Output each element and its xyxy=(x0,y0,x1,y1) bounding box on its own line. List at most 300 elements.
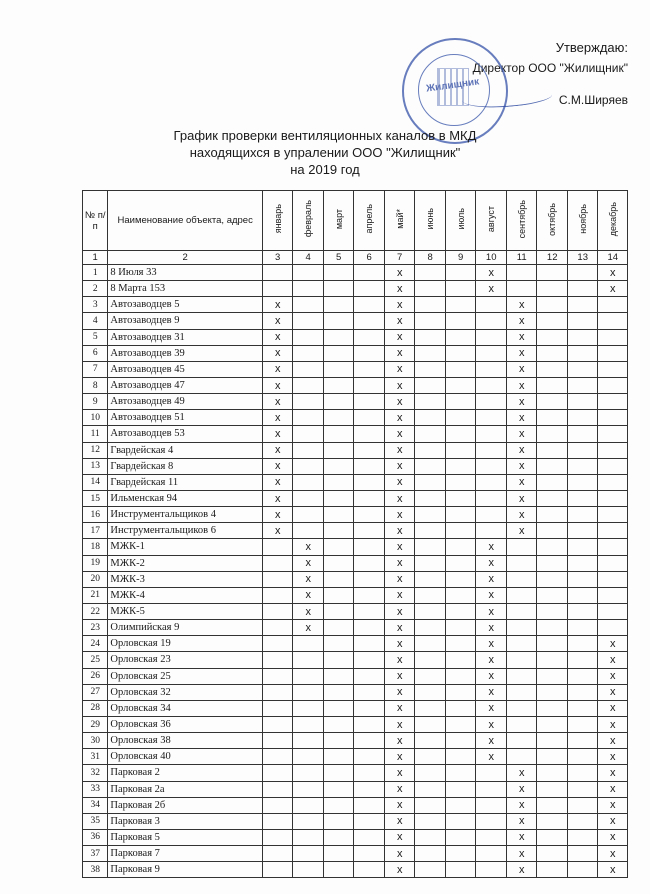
month-cell xyxy=(354,749,385,765)
month-cell xyxy=(323,555,354,571)
month-cell xyxy=(293,829,324,845)
table-row xyxy=(83,410,628,426)
month-cell xyxy=(537,733,568,749)
object-address: Автозаводцев 51 xyxy=(108,410,263,426)
table-row xyxy=(83,846,628,862)
month-cell xyxy=(262,652,293,668)
object-address: Автозаводцев 5 xyxy=(108,297,263,313)
month-cell xyxy=(506,733,537,749)
month-cell xyxy=(293,507,324,523)
month-cell xyxy=(354,668,385,684)
month-cell: х xyxy=(384,329,415,345)
month-cell xyxy=(567,426,598,442)
table-row xyxy=(83,345,628,361)
table-row xyxy=(83,313,628,329)
month-cell xyxy=(323,668,354,684)
row-number: 19 xyxy=(83,555,108,571)
month-cell xyxy=(445,426,476,442)
month-cell xyxy=(476,329,507,345)
row-number: 8 xyxy=(83,377,108,393)
header-cell xyxy=(567,191,598,251)
month-cell xyxy=(445,458,476,474)
month-cell xyxy=(354,474,385,490)
month-cell xyxy=(445,474,476,490)
month-cell xyxy=(262,684,293,700)
month-cell xyxy=(354,813,385,829)
month-cell xyxy=(415,426,446,442)
month-cell xyxy=(476,862,507,878)
month-cell xyxy=(415,507,446,523)
month-cell xyxy=(354,329,385,345)
month-cell xyxy=(476,377,507,393)
table-row xyxy=(83,394,628,410)
month-cell xyxy=(445,442,476,458)
month-cell xyxy=(262,555,293,571)
month-cell xyxy=(567,377,598,393)
month-cell: х xyxy=(384,410,415,426)
month-cell xyxy=(537,797,568,813)
month-cell xyxy=(506,603,537,619)
month-cell xyxy=(323,442,354,458)
month-cell xyxy=(354,829,385,845)
month-cell xyxy=(567,733,598,749)
month-cell: х xyxy=(506,862,537,878)
month-cell xyxy=(476,426,507,442)
month-cell: х xyxy=(506,394,537,410)
month-cell xyxy=(293,313,324,329)
month-cell: х xyxy=(384,846,415,862)
month-cell xyxy=(445,813,476,829)
month-cell xyxy=(354,361,385,377)
month-cell xyxy=(598,442,628,458)
month-cell xyxy=(567,603,598,619)
month-cell xyxy=(415,474,446,490)
month-cell xyxy=(598,377,628,393)
month-cell xyxy=(598,523,628,539)
month-cell xyxy=(537,862,568,878)
month-cell xyxy=(354,587,385,603)
month-cell xyxy=(415,700,446,716)
month-cell xyxy=(445,539,476,555)
object-address: Парковая 3 xyxy=(108,813,263,829)
month-cell xyxy=(415,377,446,393)
month-cell xyxy=(445,733,476,749)
row-number: 21 xyxy=(83,587,108,603)
month-cell xyxy=(293,765,324,781)
table-body xyxy=(83,251,628,878)
month-cell xyxy=(415,716,446,732)
table-row xyxy=(83,587,628,603)
month-cell xyxy=(354,862,385,878)
month-cell xyxy=(293,652,324,668)
month-cell xyxy=(415,313,446,329)
month-cell xyxy=(598,571,628,587)
approval-position: Директор ООО "Жилищник" xyxy=(472,61,628,75)
month-cell: х xyxy=(506,781,537,797)
month-cell xyxy=(293,684,324,700)
month-cell: х xyxy=(506,426,537,442)
month-cell: х xyxy=(476,620,507,636)
month-cell xyxy=(598,297,628,313)
object-address: 8 Июля 33 xyxy=(108,265,263,281)
month-cell: х xyxy=(262,394,293,410)
month-cell xyxy=(323,571,354,587)
object-address: Парковая 9 xyxy=(108,862,263,878)
month-cell: х xyxy=(506,523,537,539)
month-cell xyxy=(323,813,354,829)
month-cell xyxy=(567,684,598,700)
month-cell xyxy=(476,797,507,813)
object-address: Парковая 7 xyxy=(108,846,263,862)
month-cell xyxy=(598,474,628,490)
month-cell xyxy=(445,555,476,571)
month-cell: х xyxy=(293,539,324,555)
month-cell: х xyxy=(262,474,293,490)
month-cell xyxy=(567,797,598,813)
month-cell xyxy=(506,555,537,571)
row-number: 13 xyxy=(83,458,108,474)
month-cell xyxy=(415,587,446,603)
header-cell xyxy=(293,191,324,251)
month-cell: х xyxy=(506,490,537,506)
month-cell xyxy=(415,652,446,668)
month-cell xyxy=(537,555,568,571)
table-row xyxy=(83,636,628,652)
month-cell xyxy=(445,636,476,652)
month-cell xyxy=(445,523,476,539)
header-label: № п/п xyxy=(84,209,106,232)
month-cell xyxy=(476,345,507,361)
month-cell xyxy=(323,781,354,797)
month-cell xyxy=(415,361,446,377)
row-number: 29 xyxy=(83,716,108,732)
object-address: Орловская 34 xyxy=(108,700,263,716)
month-cell xyxy=(293,797,324,813)
month-cell xyxy=(567,765,598,781)
object-address: Орловская 40 xyxy=(108,749,263,765)
month-cell xyxy=(476,829,507,845)
month-cell xyxy=(445,265,476,281)
column-number: 8 xyxy=(415,251,446,265)
month-cell xyxy=(567,700,598,716)
month-cell: х xyxy=(384,829,415,845)
month-cell xyxy=(537,329,568,345)
month-cell: х xyxy=(598,829,628,845)
month-cell xyxy=(445,603,476,619)
row-number: 5 xyxy=(83,329,108,345)
month-cell xyxy=(537,539,568,555)
month-cell xyxy=(354,652,385,668)
month-cell xyxy=(293,862,324,878)
month-cell xyxy=(323,716,354,732)
month-cell xyxy=(445,345,476,361)
row-number: 7 xyxy=(83,361,108,377)
table-row xyxy=(83,571,628,587)
month-cell xyxy=(537,781,568,797)
month-cell: х xyxy=(384,716,415,732)
month-cell xyxy=(323,377,354,393)
month-cell xyxy=(354,539,385,555)
month-cell xyxy=(567,523,598,539)
month-cell xyxy=(323,829,354,845)
month-cell xyxy=(354,458,385,474)
month-cell xyxy=(598,458,628,474)
month-cell xyxy=(598,313,628,329)
object-address: Парковая 2б xyxy=(108,797,263,813)
column-number: 6 xyxy=(354,251,385,265)
month-cell: х xyxy=(506,345,537,361)
month-cell xyxy=(445,700,476,716)
month-cell xyxy=(354,781,385,797)
month-cell xyxy=(567,652,598,668)
header-label: май* xyxy=(394,209,405,229)
month-cell: х xyxy=(476,668,507,684)
object-address: Автозаводцев 9 xyxy=(108,313,263,329)
month-cell xyxy=(262,603,293,619)
table-row xyxy=(83,716,628,732)
month-cell: х xyxy=(293,571,324,587)
month-cell: х xyxy=(384,313,415,329)
month-cell: х xyxy=(384,571,415,587)
month-cell xyxy=(262,765,293,781)
table-row xyxy=(83,507,628,523)
object-address: Автозаводцев 53 xyxy=(108,426,263,442)
month-cell xyxy=(537,265,568,281)
header-cell xyxy=(108,191,263,251)
month-cell: х xyxy=(598,749,628,765)
month-cell xyxy=(323,523,354,539)
month-cell xyxy=(354,313,385,329)
month-cell xyxy=(415,442,446,458)
object-address: Орловская 32 xyxy=(108,684,263,700)
table-row xyxy=(83,361,628,377)
month-cell xyxy=(537,765,568,781)
month-cell xyxy=(354,523,385,539)
month-cell xyxy=(323,313,354,329)
month-cell xyxy=(567,846,598,862)
month-cell xyxy=(293,361,324,377)
header-cell xyxy=(384,191,415,251)
month-cell xyxy=(323,281,354,297)
month-cell: х xyxy=(598,781,628,797)
month-cell xyxy=(445,490,476,506)
document-title xyxy=(0,127,650,178)
month-cell: х xyxy=(384,377,415,393)
title-line-1: График проверки вентиляционных каналов в МКД xyxy=(173,128,477,143)
month-cell xyxy=(567,265,598,281)
month-cell xyxy=(537,442,568,458)
month-cell xyxy=(415,620,446,636)
month-cell xyxy=(354,297,385,313)
month-cell xyxy=(262,733,293,749)
month-cell: х xyxy=(598,668,628,684)
row-number: 4 xyxy=(83,313,108,329)
month-cell xyxy=(354,620,385,636)
object-address: Автозаводцев 45 xyxy=(108,361,263,377)
month-cell xyxy=(293,846,324,862)
table-row xyxy=(83,442,628,458)
month-cell xyxy=(293,377,324,393)
month-cell xyxy=(415,410,446,426)
month-cell: х xyxy=(506,797,537,813)
month-cell xyxy=(323,700,354,716)
month-cell xyxy=(354,490,385,506)
month-cell xyxy=(445,862,476,878)
month-cell xyxy=(354,377,385,393)
month-cell: х xyxy=(384,684,415,700)
row-number: 11 xyxy=(83,426,108,442)
table-row xyxy=(83,797,628,813)
month-cell xyxy=(476,781,507,797)
table-row xyxy=(83,733,628,749)
month-cell xyxy=(323,458,354,474)
row-number: 1 xyxy=(83,265,108,281)
month-cell xyxy=(293,523,324,539)
month-cell xyxy=(323,490,354,506)
month-cell xyxy=(354,765,385,781)
title-line-2: находящихся в упралении ООО "Жилищник" xyxy=(189,145,461,160)
month-cell xyxy=(476,490,507,506)
month-cell: х xyxy=(262,377,293,393)
month-cell xyxy=(293,329,324,345)
month-cell xyxy=(445,377,476,393)
month-cell xyxy=(354,716,385,732)
month-cell: х xyxy=(384,539,415,555)
month-cell xyxy=(354,571,385,587)
table-row xyxy=(83,700,628,716)
month-cell xyxy=(354,603,385,619)
month-cell xyxy=(415,668,446,684)
month-cell: х xyxy=(384,636,415,652)
month-cell xyxy=(262,813,293,829)
month-cell xyxy=(415,733,446,749)
month-cell: х xyxy=(262,523,293,539)
month-cell xyxy=(537,829,568,845)
header-cell xyxy=(262,191,293,251)
object-address: Орловская 36 xyxy=(108,716,263,732)
month-cell xyxy=(567,442,598,458)
table-row xyxy=(83,813,628,829)
month-cell xyxy=(567,862,598,878)
row-number: 14 xyxy=(83,474,108,490)
month-cell xyxy=(567,749,598,765)
column-number: 9 xyxy=(445,251,476,265)
month-cell xyxy=(567,620,598,636)
month-cell xyxy=(445,797,476,813)
row-number: 35 xyxy=(83,813,108,829)
month-cell: х xyxy=(598,700,628,716)
month-cell xyxy=(567,813,598,829)
month-cell xyxy=(445,571,476,587)
month-cell xyxy=(445,749,476,765)
month-cell xyxy=(354,555,385,571)
month-cell: х xyxy=(598,862,628,878)
month-cell: х xyxy=(476,684,507,700)
object-address: Орловская 38 xyxy=(108,733,263,749)
month-cell xyxy=(323,797,354,813)
month-cell xyxy=(293,700,324,716)
header-cell xyxy=(598,191,628,251)
month-cell xyxy=(476,846,507,862)
object-address: Автозаводцев 49 xyxy=(108,394,263,410)
row-number: 9 xyxy=(83,394,108,410)
month-cell: х xyxy=(384,733,415,749)
month-cell xyxy=(415,765,446,781)
month-cell xyxy=(537,410,568,426)
month-cell xyxy=(598,329,628,345)
header-label: февраль xyxy=(303,200,314,238)
row-number: 16 xyxy=(83,507,108,523)
month-cell xyxy=(354,426,385,442)
object-address: МЖК-1 xyxy=(108,539,263,555)
month-cell xyxy=(415,862,446,878)
month-cell xyxy=(567,587,598,603)
month-cell: х xyxy=(262,329,293,345)
month-cell: х xyxy=(262,507,293,523)
month-cell xyxy=(445,507,476,523)
header-label: июнь xyxy=(425,208,436,230)
month-cell: х xyxy=(262,361,293,377)
object-address: 8 Марта 153 xyxy=(108,281,263,297)
month-cell xyxy=(293,813,324,829)
month-cell xyxy=(506,652,537,668)
row-number: 10 xyxy=(83,410,108,426)
row-number: 18 xyxy=(83,539,108,555)
month-cell xyxy=(506,716,537,732)
month-cell xyxy=(323,587,354,603)
month-cell xyxy=(262,571,293,587)
month-cell xyxy=(445,361,476,377)
month-cell xyxy=(354,733,385,749)
month-cell xyxy=(567,829,598,845)
month-cell xyxy=(262,749,293,765)
month-cell: х xyxy=(476,539,507,555)
object-address: Автозаводцев 31 xyxy=(108,329,263,345)
header-label: март xyxy=(333,208,344,230)
object-address: Парковая 5 xyxy=(108,829,263,845)
month-cell xyxy=(537,281,568,297)
month-cell xyxy=(415,797,446,813)
month-cell xyxy=(567,507,598,523)
month-cell: х xyxy=(598,281,628,297)
row-number: 17 xyxy=(83,523,108,539)
month-cell: х xyxy=(384,797,415,813)
month-cell xyxy=(567,281,598,297)
month-cell xyxy=(506,636,537,652)
month-cell xyxy=(415,329,446,345)
month-cell xyxy=(323,410,354,426)
month-cell xyxy=(293,668,324,684)
month-cell: х xyxy=(476,733,507,749)
month-cell: х xyxy=(384,620,415,636)
column-number: 1 xyxy=(83,251,108,265)
month-cell: х xyxy=(598,636,628,652)
month-cell: х xyxy=(384,361,415,377)
table-row xyxy=(83,297,628,313)
column-number-row xyxy=(83,251,628,265)
month-cell xyxy=(415,345,446,361)
month-cell: х xyxy=(506,361,537,377)
month-cell xyxy=(506,571,537,587)
object-address: Ильменская 94 xyxy=(108,490,263,506)
month-cell xyxy=(445,829,476,845)
month-cell: х xyxy=(384,555,415,571)
header-cell xyxy=(354,191,385,251)
month-cell: х xyxy=(476,652,507,668)
month-cell xyxy=(537,603,568,619)
month-cell xyxy=(415,749,446,765)
month-cell xyxy=(354,507,385,523)
